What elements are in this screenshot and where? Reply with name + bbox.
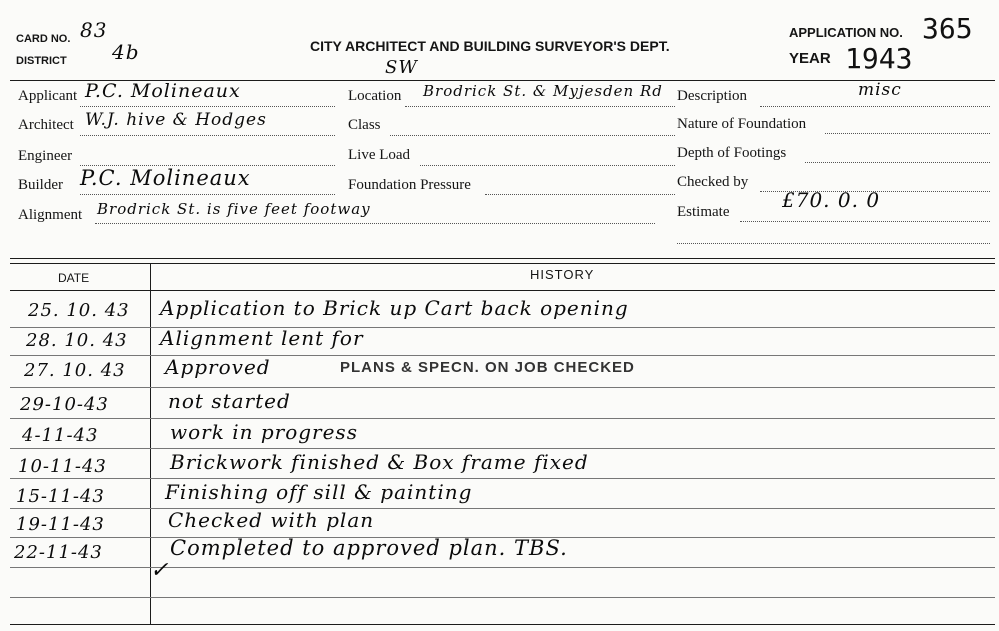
row-rule xyxy=(10,355,995,356)
alignment-value: Brodrick St. is five feet footway xyxy=(97,200,371,218)
year-label: YEAR xyxy=(789,50,831,67)
nature-of-foundation-line xyxy=(825,133,990,134)
history-column-header: HISTORY xyxy=(530,267,595,282)
applicant-line xyxy=(80,106,335,107)
estimate-label: Estimate xyxy=(677,204,730,220)
district-label: DISTRICT xyxy=(16,55,67,67)
row-history: Finishing off sill & painting xyxy=(165,480,473,504)
row-history: Approved xyxy=(165,355,271,379)
application-no-label: APPLICATION NO. xyxy=(789,25,903,40)
alignment-line xyxy=(95,223,655,224)
table-header-rule xyxy=(10,290,995,291)
alignment-label: Alignment xyxy=(18,207,83,223)
row-history: Brickwork finished & Box frame fixed xyxy=(170,450,589,474)
builder-line xyxy=(80,194,335,195)
live-load-line xyxy=(420,165,675,166)
row-history: Completed to approved plan. TBS. xyxy=(170,536,568,560)
row-date: 28. 10. 43 xyxy=(26,330,128,351)
live-load-label: Live Load xyxy=(348,147,411,163)
table-bottom-rule xyxy=(10,624,995,625)
row-date: 19-11-43 xyxy=(16,514,105,535)
description-label: Description xyxy=(677,88,747,104)
row-rule xyxy=(10,448,995,449)
row-rule xyxy=(10,327,995,328)
description-line xyxy=(760,106,990,107)
row-date: 15-11-43 xyxy=(16,486,105,507)
class-line xyxy=(390,135,675,136)
foundation-pressure-line xyxy=(485,194,675,195)
blank-line xyxy=(677,243,990,244)
row-rule xyxy=(10,478,995,479)
builder-value: P.C. Molineaux xyxy=(80,166,251,190)
plans-checked-stamp: PLANS & SPECN. ON JOB CHECKED xyxy=(340,359,635,376)
table-top-rule xyxy=(10,258,995,259)
estimate-line xyxy=(740,221,990,222)
engineer-label: Engineer xyxy=(18,148,73,164)
row-rule xyxy=(10,508,995,509)
row-history: not started xyxy=(168,389,291,413)
foundation-pressure-label: Foundation Pressure xyxy=(348,177,471,193)
application-no-value: 365 xyxy=(922,12,973,45)
card-no-value: 83 xyxy=(80,18,108,42)
row-rule xyxy=(10,418,995,419)
location-line xyxy=(405,106,675,107)
row-history: work in progress xyxy=(170,420,358,444)
check-mark: ✓ xyxy=(150,558,170,583)
architect-value: W.J. hive & Hodges xyxy=(85,110,267,130)
builder-label: Builder xyxy=(18,177,63,193)
row-history: Checked with plan xyxy=(168,508,375,532)
table-top-rule-2 xyxy=(10,263,995,264)
applicant-value: P.C. Molineaux xyxy=(85,80,241,102)
class-label: Class xyxy=(348,117,381,133)
district-code: SW xyxy=(385,57,418,78)
applicant-label: Applicant xyxy=(18,88,78,104)
district-value: 4b xyxy=(112,40,140,64)
estimate-value: £70. 0. 0 xyxy=(782,188,881,212)
department-title: CITY ARCHITECT AND BUILDING SURVEYOR'S DEPT. xyxy=(310,38,670,54)
depth-of-footings-label: Depth of Footings xyxy=(677,145,787,161)
row-history: Application to Brick up Cart back opening xyxy=(160,296,629,320)
checked-by-label: Checked by xyxy=(677,174,749,190)
description-value: misc xyxy=(858,80,902,100)
location-label: Location xyxy=(348,88,402,104)
date-column-header: DATE xyxy=(58,271,90,285)
architect-line xyxy=(80,135,335,136)
row-date: 10-11-43 xyxy=(18,456,107,477)
architect-label: Architect xyxy=(18,117,74,133)
row-date: 29-10-43 xyxy=(20,394,109,415)
row-rule xyxy=(10,597,995,598)
row-date: 25. 10. 43 xyxy=(28,300,130,321)
card-no-label: CARD NO. xyxy=(16,33,71,45)
nature-of-foundation-label: Nature of Foundation xyxy=(677,116,807,132)
location-value: Brodrick St. & Myjesden Rd xyxy=(423,82,663,100)
row-date: 22-11-43 xyxy=(14,542,103,563)
year-value: 1943 xyxy=(845,42,913,75)
row-date: 4-11-43 xyxy=(22,425,99,446)
depth-of-footings-line xyxy=(805,162,990,163)
row-date: 27. 10. 43 xyxy=(24,360,126,381)
row-history: Alignment lent for xyxy=(160,326,364,350)
row-rule xyxy=(10,387,995,388)
